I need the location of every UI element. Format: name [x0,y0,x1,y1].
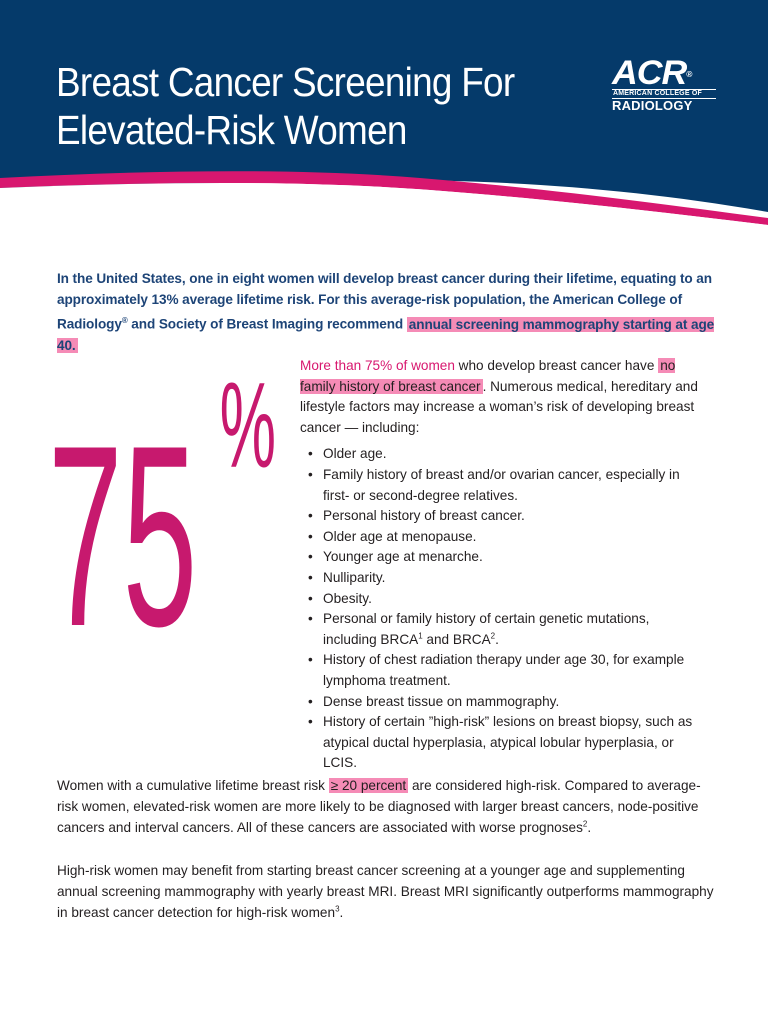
list-item: • Younger age at menarche. [300,547,700,568]
risk-lead: More than 75% of women who develop breast cancer have no family history of breast cancer . Numerous medical, hereditary and lifestyle factors may increase a woman’s risk of developing breast cancer — including: [300,358,698,435]
stat-75-percent [48,345,288,645]
stat-graphic [48,345,288,645]
page-title [56,58,560,154]
title-line-1: Breast Cancer Screening For [56,59,515,105]
list-item: • History of certain ”high-risk” lesions on breast biopsy, such as atypical ductal hyperplasia, atypical lobular hyperplasia, or LCIS. [300,712,700,774]
logo-mark: ACR® [612,54,692,92]
risk-factor-list [300,444,700,774]
list-item: • Older age. [300,444,700,465]
intro-highlight: annual screening mammography starting at age 40. [57,316,715,353]
list-item: • Older age at menopause. [300,527,700,548]
risk-lead-pink: More than 75% of women [300,358,455,373]
high-risk-highlight: ≥ 20 percent [330,778,407,793]
title-line-2: Elevated-Risk Women [56,107,407,153]
list-item: • Personal history of breast cancer. [300,506,700,527]
header-banner [0,0,768,230]
risk-highlight: no family history of breast cancer [300,358,676,394]
list-item: • History of chest radiation therapy under age 30, for example lymphoma treatment. [300,650,700,691]
list-item: • Family history of breast and/or ovarian cancer, especially in first- or second-degree relatives. [300,465,700,506]
list-item: • Nulliparity. [300,568,700,589]
logo-subtitle: AMERICAN COLLEGE OF [612,89,716,99]
logo-name: RADIOLOGY [612,98,693,113]
list-item: • Personal or family history of certain genetic mutations, including BRCA$^1$ and BRCA$^2$. [300,609,700,650]
acr-logo [612,54,716,113]
stat-number: 75 [48,391,198,645]
risk-factors-section [300,356,700,774]
intro-paragraph: In the United States, one in eight women will develop breast cancer during their lifetime, equating to an approximately 13% average lifetime risk. For this average-risk population, the American College of Radiology® and Society of Breast Imaging recommend annual screening mammography starting at age 40. [57,271,715,353]
list-item: • Dense breast tissue on mammography. [300,692,700,713]
high-risk-paragraph: Women with a cumulative lifetime breast risk ≥ 20 percent are considered high-risk. Compared to average-risk women, elevated-risk women are more likely to be diagnosed with larger breast cancers, node-positive cancers and interval cancers. All of these cancers are associated with worse prognoses$^2$. [57,778,701,835]
stat-percent: % [219,356,277,494]
list-item: • Obesity. [300,589,700,610]
mri-paragraph: High-risk women may benefit from starting breast cancer screening at a younger age and supplementing annual screening mammography with yearly breast MRI. Breast MRI significantly outperforms mammography in breast cancer detection for high-risk women$^3$. [57,863,714,920]
